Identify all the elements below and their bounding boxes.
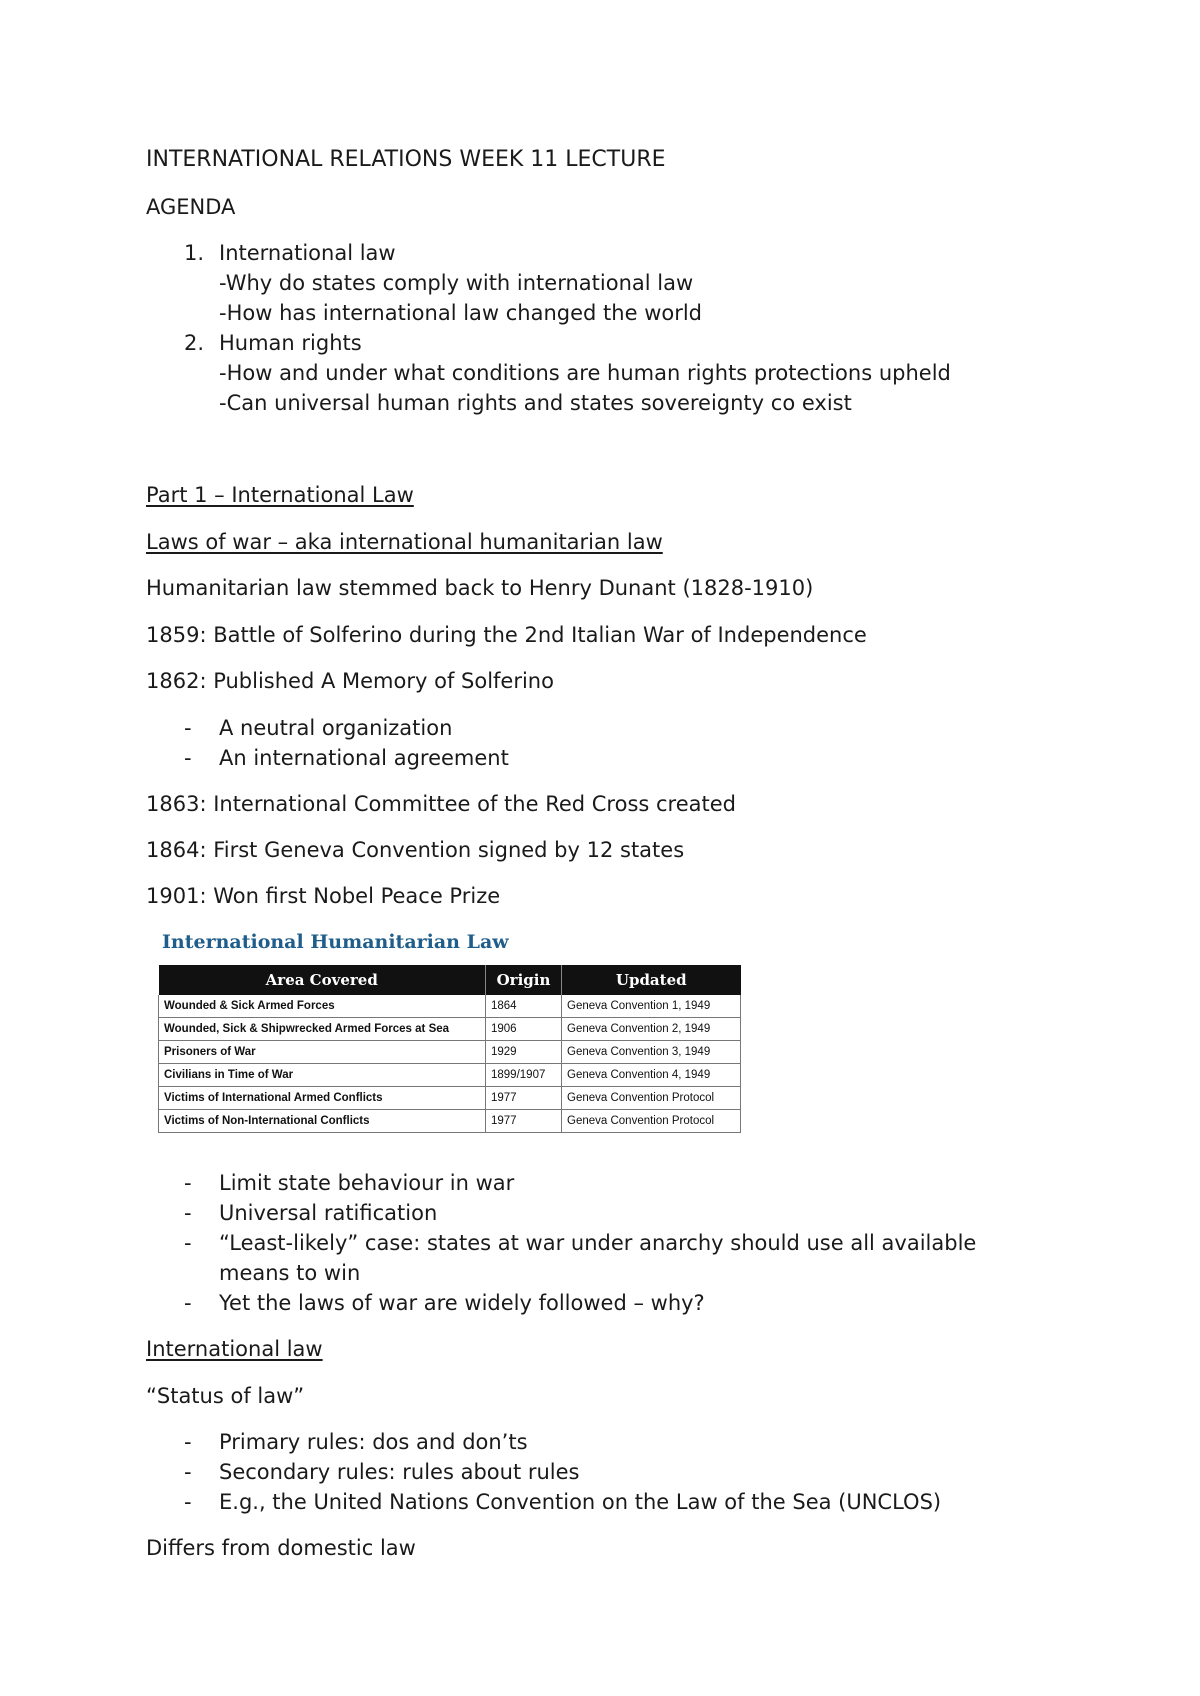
- column-header: Origin: [486, 965, 562, 995]
- table-cell: Geneva Convention Protocol: [562, 1087, 741, 1110]
- column-header: Updated: [562, 965, 741, 995]
- bullet-item: Primary rules: dos and don’ts: [219, 1430, 528, 1454]
- bullet-dash: -: [184, 716, 192, 740]
- figure-title: International Humanitarian Law: [162, 931, 509, 953]
- table-cell: Geneva Convention Protocol: [562, 1110, 741, 1133]
- table-cell: 1977: [486, 1087, 562, 1110]
- table-cell: 1906: [486, 1018, 562, 1041]
- paragraph-differs: Differs from domestic law: [146, 1536, 416, 1560]
- table-cell: 1864: [486, 995, 562, 1018]
- timeline-1864: 1864: First Geneva Convention signed by 12 states: [146, 838, 685, 862]
- table-row: [159, 1018, 741, 1041]
- table-cell: 1899/1907: [486, 1064, 562, 1087]
- agenda-number: 2.: [184, 331, 205, 355]
- table-row: [159, 1064, 741, 1087]
- bullet-item-continuation: means to win: [219, 1261, 361, 1285]
- section-heading-part1: Part 1 – International Law: [146, 483, 414, 507]
- timeline-1863: 1863: International Committee of the Red Cross created: [146, 792, 736, 816]
- ihl-table: [158, 965, 741, 1133]
- bullet-item: A neutral organization: [219, 716, 453, 740]
- table-row: [159, 1110, 741, 1133]
- bullet-dash: -: [184, 1171, 192, 1195]
- table-cell: Geneva Convention 2, 1949: [562, 1018, 741, 1041]
- bullet-dash: -: [184, 1231, 192, 1255]
- bullet-item: An international agreement: [219, 746, 509, 770]
- bullet-item: “Least-likely” case: states at war under anarchy should use all available: [219, 1231, 977, 1255]
- agenda-number: 1.: [184, 241, 205, 265]
- table-cell: Victims of International Armed Conflicts: [159, 1087, 486, 1110]
- agenda-subitem: -Why do states comply with international law: [219, 271, 694, 295]
- bullet-dash: -: [184, 1291, 192, 1315]
- paragraph-status-of-law: “Status of law”: [146, 1384, 305, 1408]
- bullet-dash: -: [184, 746, 192, 770]
- table-cell: Geneva Convention 4, 1949: [562, 1064, 741, 1087]
- bullet-item: Secondary rules: rules about rules: [219, 1460, 580, 1484]
- table-cell: Wounded & Sick Armed Forces: [159, 995, 486, 1018]
- timeline-1862: 1862: Published A Memory of Solferino: [146, 669, 554, 693]
- table-cell: Geneva Convention 3, 1949: [562, 1041, 741, 1064]
- page-title: INTERNATIONAL RELATIONS WEEK 11 LECTURE: [146, 147, 666, 172]
- column-header: Area Covered: [159, 965, 486, 995]
- table-cell: Victims of Non-International Conflicts: [159, 1110, 486, 1133]
- table-row: [159, 1087, 741, 1110]
- table-row: [159, 1041, 741, 1064]
- agenda-subitem: -Can universal human rights and states sovereignty co exist: [219, 391, 852, 415]
- timeline-1859: 1859: Battle of Solferino during the 2nd Italian War of Independence: [146, 623, 867, 647]
- table-cell: 1977: [486, 1110, 562, 1133]
- bullet-item: E.g., the United Nations Convention on the Law of the Sea (UNCLOS): [219, 1490, 942, 1514]
- bullet-dash: -: [184, 1460, 192, 1484]
- agenda-subitem: -How has international law changed the world: [219, 301, 703, 325]
- bullet-dash: -: [184, 1490, 192, 1514]
- table-cell: 1929: [486, 1041, 562, 1064]
- table-cell: Geneva Convention 1, 1949: [562, 995, 741, 1018]
- agenda-item-label: Human rights: [219, 331, 362, 355]
- table-cell: Wounded, Sick & Shipwrecked Armed Forces at Sea: [159, 1018, 486, 1041]
- bullet-dash: -: [184, 1430, 192, 1454]
- bullet-dash: -: [184, 1201, 192, 1225]
- bullet-item: Yet the laws of war are widely followed – why?: [219, 1291, 705, 1315]
- ihl-table-figure: [158, 930, 740, 1133]
- agenda-item-label: International law: [219, 241, 396, 265]
- agenda-heading: AGENDA: [146, 195, 236, 219]
- agenda-subitem: -How and under what conditions are human rights protections upheld: [219, 361, 951, 385]
- table-cell: Civilians in Time of War: [159, 1064, 486, 1087]
- table-header-row: [159, 965, 741, 995]
- bullet-item: Universal ratification: [219, 1201, 438, 1225]
- bullet-item: Limit state behaviour in war: [219, 1171, 515, 1195]
- paragraph-dunant: Humanitarian law stemmed back to Henry Dunant (1828-1910): [146, 576, 814, 600]
- table-row: [159, 995, 741, 1018]
- subheading-laws-of-war: Laws of war – aka international humanitarian law: [146, 530, 663, 554]
- timeline-1901: 1901: Won first Nobel Peace Prize: [146, 884, 501, 908]
- table-cell: Prisoners of War: [159, 1041, 486, 1064]
- subheading-international-law: International law: [146, 1337, 323, 1361]
